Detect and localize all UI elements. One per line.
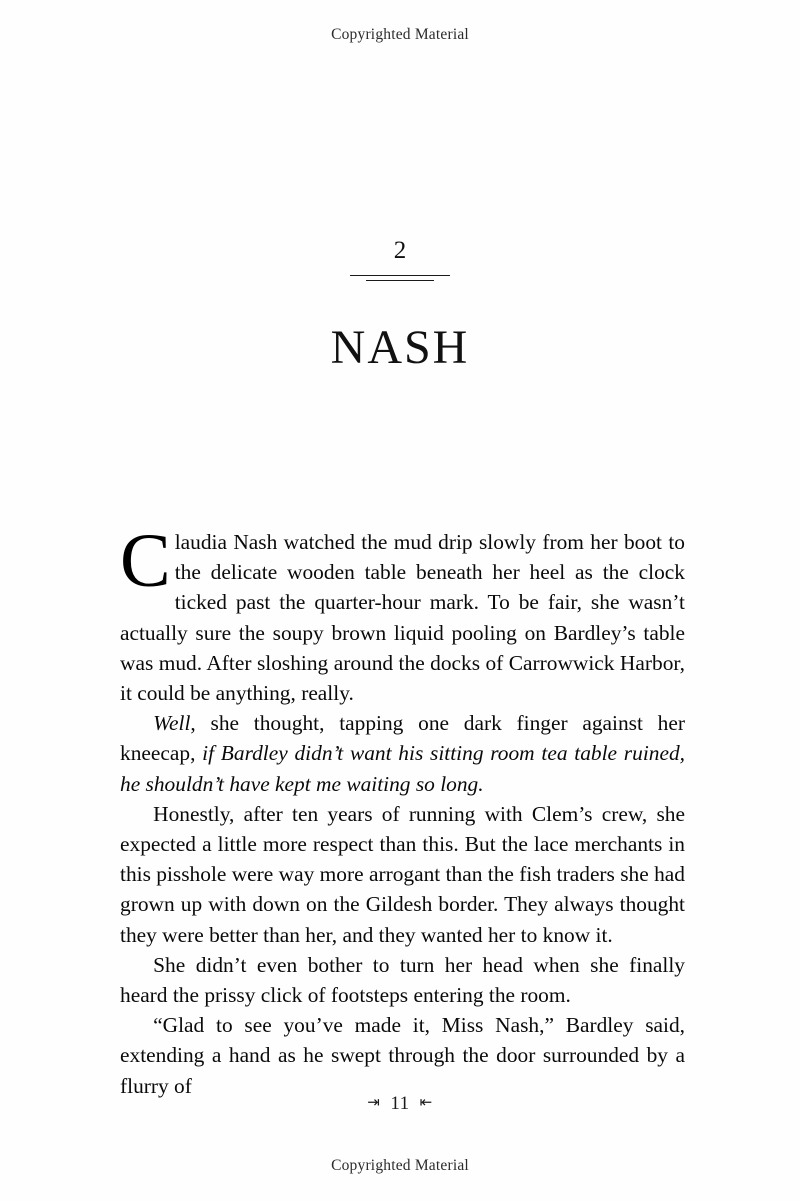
copyright-watermark-bottom: Copyrighted Material (331, 1157, 469, 1174)
folio-page-number: 11 (390, 1093, 410, 1114)
chapter-number: 2 (393, 237, 407, 264)
paragraph-2-middle: , she thought, tapping one dark finger against her kneecap, (120, 711, 685, 766)
chapter-title-block (0, 320, 800, 375)
chapter-divider-rule (350, 275, 450, 276)
paragraph-2-lead-italic: Well (153, 711, 191, 736)
drop-cap: C (120, 519, 171, 603)
paragraph-4: She didn’t even bother to turn her head when she finally heard the prissy click of footsteps entering the room. (120, 952, 685, 1008)
paragraph-1 (120, 519, 685, 708)
paragraph-5: “Glad to see you’ve made it, Miss Nash,” Bardley said, extending a hand as he swept through the door surrounded by a flurry of (120, 1013, 685, 1098)
paragraph-1-text: laudia Nash watched the mud drip slowly from her boot to the delicate wooden table beneath her heel as the clock ticked past the quarter-hour mark. To be fair, she wasn’t actually sure the soupy brown liquid pooling on Bardley’s table was mud. After sloshing around the docks of Carrowwick Harbor, it could be anything, really. (120, 530, 685, 706)
paragraph-3: Honestly, after ten years of running with Clem’s crew, she expected a little more respect than this. But the lace merchants in this pisshole were way more arrogant than the fish traders she had grown up with down on the Gildesh border. They always thought they were better than her, and they wanted her to know it. (120, 801, 685, 947)
page-folio (0, 1093, 800, 1115)
paragraph-2 (120, 708, 685, 799)
paragraph-2-italic-thought: if Bardley didn’t want his sitting room tea table ruined, he shouldn’t have kept me waiting so long. (120, 741, 685, 796)
folio-ornament-right-icon: ⇤ (419, 1095, 433, 1111)
folio-ornament-left-icon: ⇥ (367, 1095, 381, 1111)
chapter-body (120, 519, 685, 1101)
chapter-title: NASH (330, 321, 470, 374)
copyright-watermark-top: Copyrighted Material (331, 26, 469, 43)
chapter-number-block (0, 238, 800, 276)
